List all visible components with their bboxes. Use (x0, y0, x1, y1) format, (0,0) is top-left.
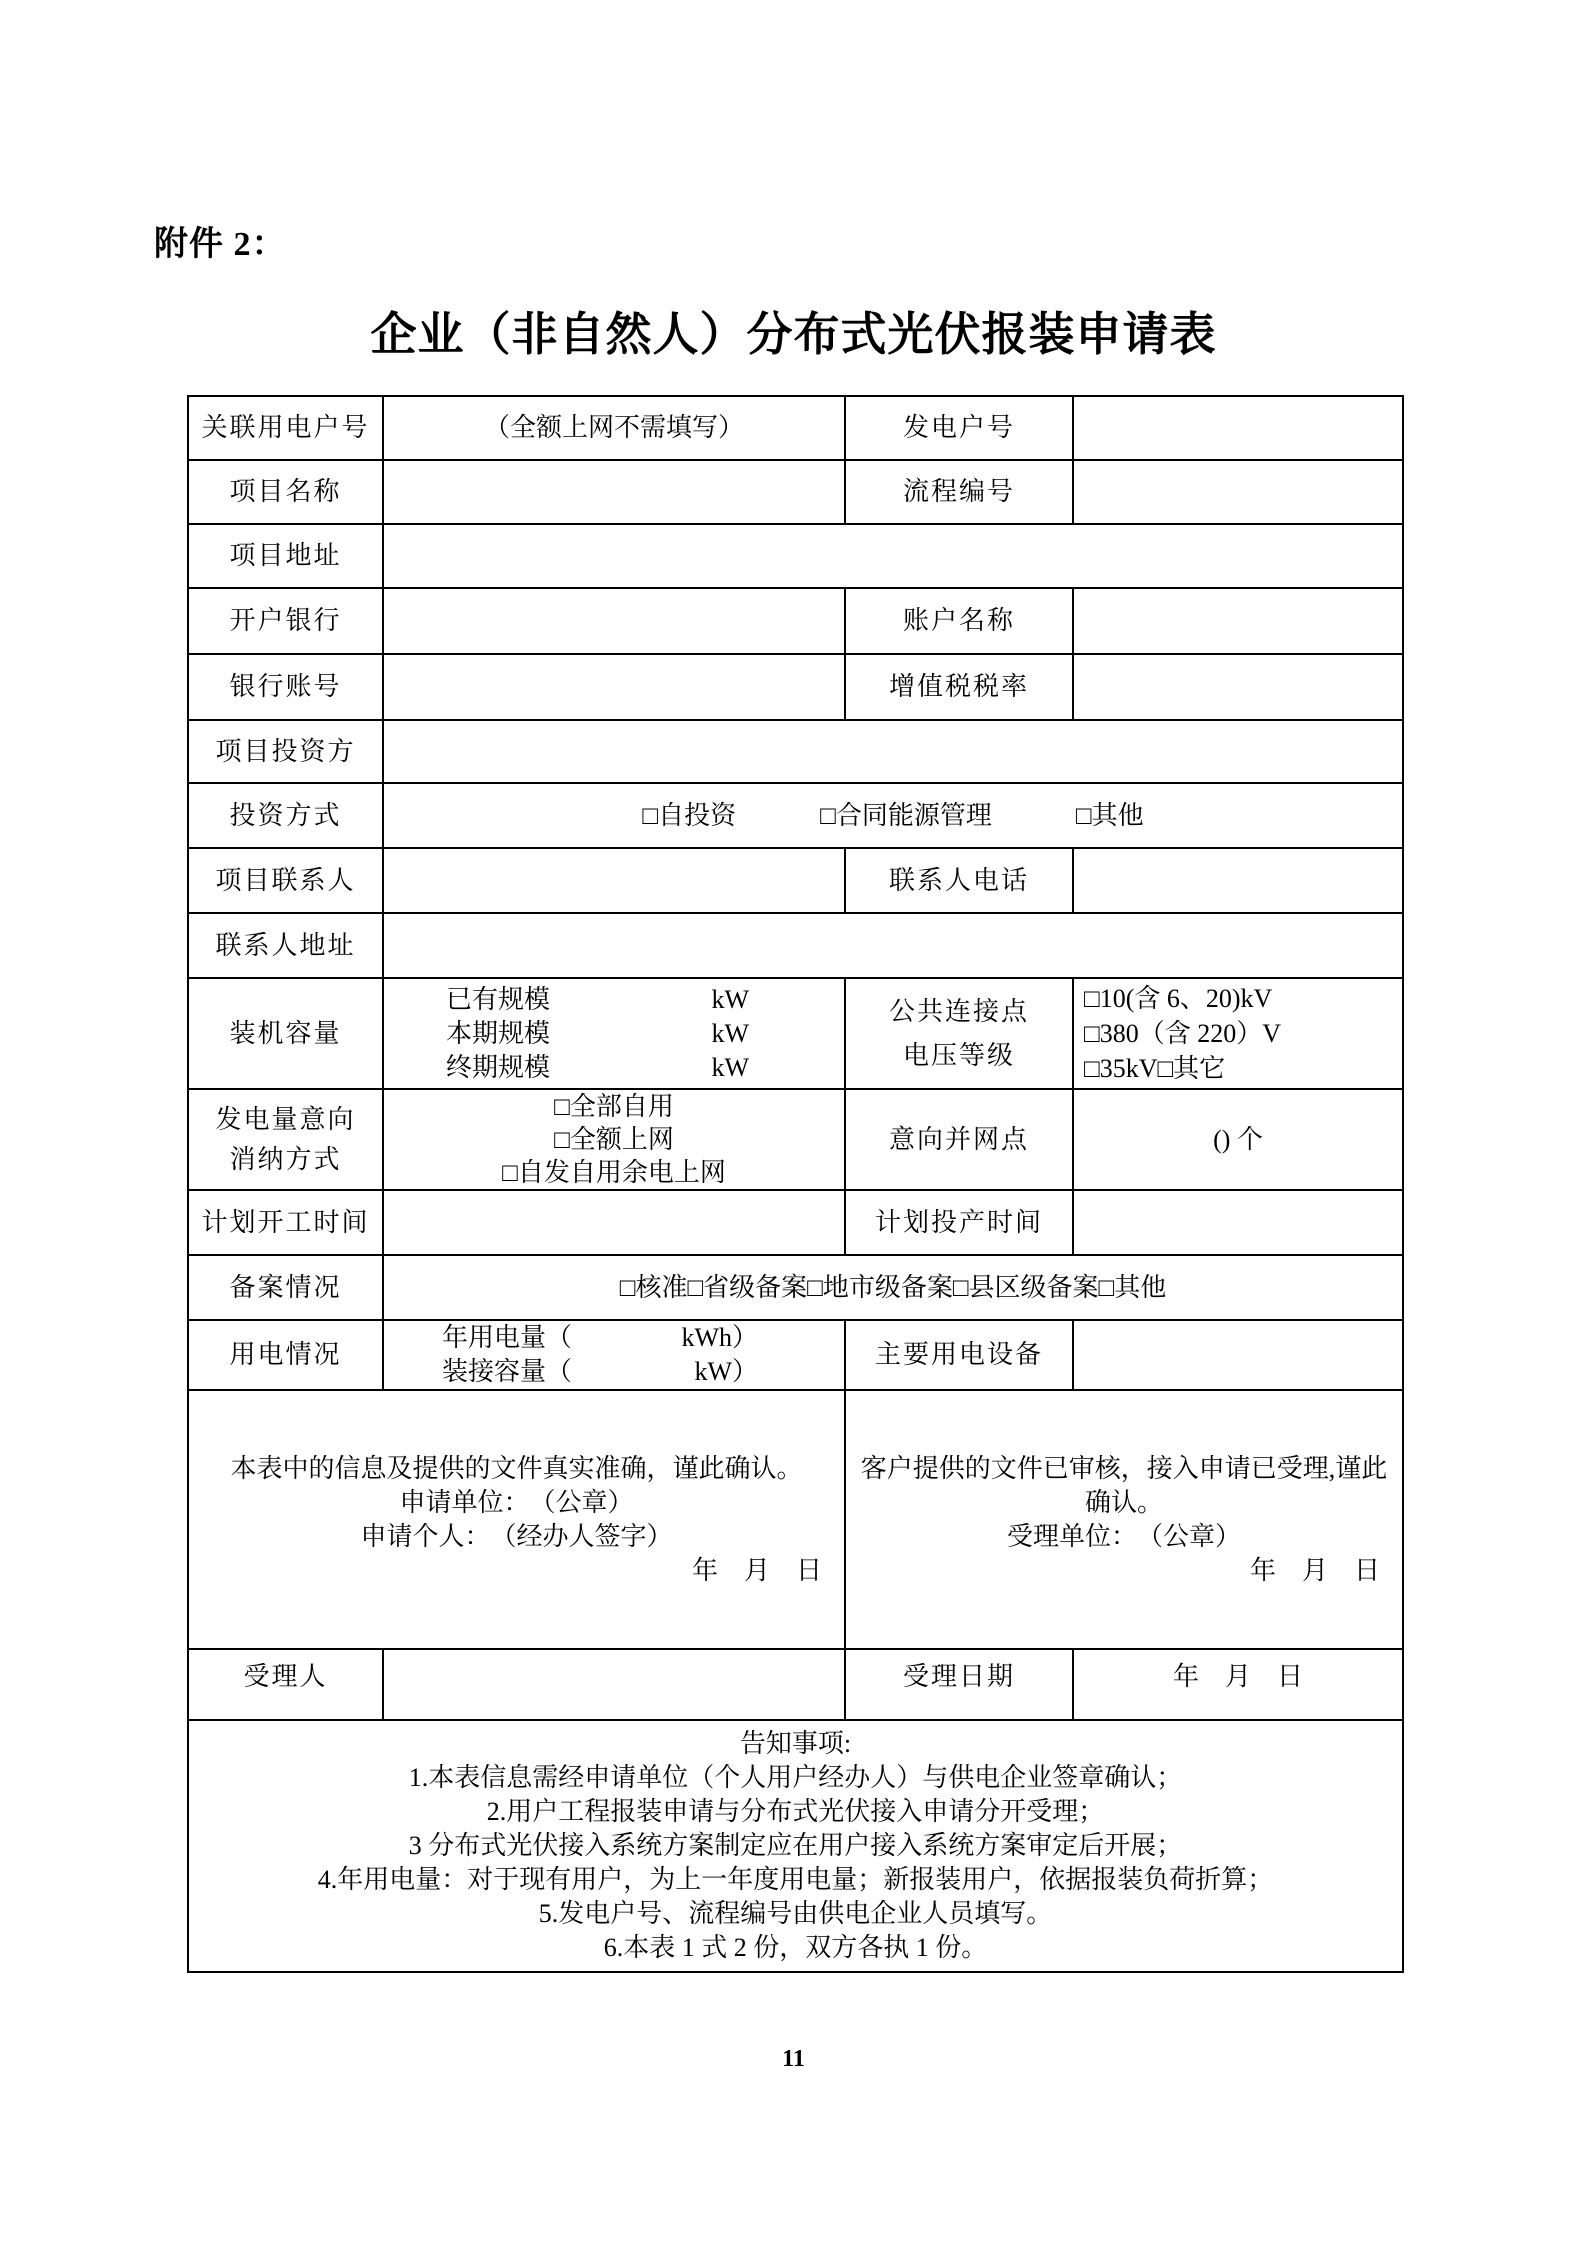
note-item-1: 1.本表信息需经申请单位（个人用户经办人）与供电企业签章确认； (408, 1763, 1183, 1792)
note-item-3: 3 分布式光伏接入系统方案制定应在用户接入系统方案审定后开展； (408, 1831, 1183, 1860)
start-time-label: 计划开工时间 (188, 1190, 383, 1255)
account-name-value-cell (1073, 588, 1403, 654)
invest-mode-label: 投资方式 (188, 783, 383, 848)
applicant-confirm-statement: 本表中的信息及提供的文件真实准确，谨此确认。 (230, 1453, 803, 1483)
row-project-name (188, 460, 1403, 524)
checkbox-option-self-use-surplus-grid: □自发自用余电上网 (502, 1158, 726, 1187)
row-project-address (188, 524, 1403, 588)
bank-label: 开户银行 (188, 588, 383, 654)
note-item-6: 6.本表 1 式 2 份，双方各执 1 份。 (603, 1933, 988, 1962)
usage-label: 用电情况 (188, 1320, 383, 1390)
row-investor (188, 720, 1403, 783)
utility-confirm-statement-line1: 客户提供的文件已审核，接入申请已受理,谨此 (860, 1453, 1388, 1483)
annual-usage-line (384, 1321, 844, 1355)
capacity-current-label: 本期规模 (446, 1018, 551, 1048)
row-bank (188, 588, 1403, 654)
annual-usage-label: 年用电量（ (442, 1323, 573, 1352)
row-capacity (188, 978, 1403, 1089)
contact-address-value-cell (383, 913, 1403, 978)
vat-rate-label: 增值税税率 (845, 654, 1073, 720)
attachment-label: 附件 2： (154, 226, 287, 263)
row-usage (188, 1320, 1403, 1390)
annual-usage-unit: kWh） (681, 1323, 758, 1352)
investor-label: 项目投资方 (188, 720, 383, 783)
capacity-existing-line (384, 983, 844, 1017)
consumption-label (188, 1089, 383, 1190)
acceptance-date-label: 受理日期 (845, 1649, 1073, 1720)
pcc-label-line2: 电压等级 (902, 1040, 1015, 1070)
row-contact (188, 848, 1403, 913)
production-time-label: 计划投产时间 (845, 1190, 1073, 1255)
row-linked-account (188, 396, 1403, 460)
checkbox-option-35kv-other: □35kV□其它 (1084, 1054, 1226, 1083)
contact-address-label: 联系人地址 (188, 913, 383, 978)
installed-capacity-line (384, 1355, 844, 1389)
applicant-date-line: 年 月 日 (691, 1555, 822, 1585)
vat-rate-value-cell (1073, 654, 1403, 720)
row-schedule (188, 1190, 1403, 1255)
checkbox-option-other-invest: □其他 (1075, 800, 1144, 830)
grid-point-value-cell: () 个 (1073, 1089, 1403, 1190)
invest-mode-options-cell (383, 783, 1403, 848)
capacity-final-unit: kW (711, 1052, 749, 1082)
acceptor-value-cell (383, 1649, 845, 1720)
checkbox-option-10kv: □10(含 6、20)kV (1084, 984, 1273, 1013)
equipment-value-cell (1073, 1320, 1403, 1390)
row-notes (188, 1720, 1403, 1972)
consumption-label-line2: 消纳方式 (229, 1144, 342, 1174)
capacity-final-label: 终期规模 (446, 1052, 551, 1082)
pcc-label-line1: 公共连接点 (888, 996, 1029, 1026)
row-acceptor (188, 1649, 1403, 1720)
utility-confirm-statement-line2: 确认。 (1084, 1487, 1163, 1517)
checkbox-option-self-invest: □自投资 (642, 800, 737, 830)
checkbox-option-full-grid: □全额上网 (554, 1125, 674, 1154)
generation-account-value-cell (1073, 396, 1403, 460)
project-name-value-cell (383, 460, 845, 524)
page-number: 11 (782, 2046, 805, 2072)
investor-value-cell (383, 720, 1403, 783)
usage-lines-cell (383, 1320, 845, 1390)
flow-number-label: 流程编号 (845, 460, 1073, 524)
bank-account-label: 银行账号 (188, 654, 383, 720)
checkbox-option-all-self-use: □全部自用 (554, 1092, 674, 1121)
note-item-5: 5.发电户号、流程编号由供电企业人员填写。 (538, 1899, 1053, 1928)
note-item-4: 4.年用电量：对于现有用户，为上一年度用电量；新报装用户，依据报装负荷折算； (317, 1865, 1274, 1894)
bank-account-value-cell (383, 654, 845, 720)
application-form-table (187, 395, 1404, 1973)
form-title: 企业（非自然人）分布式光伏报装申请表 (370, 309, 1217, 360)
capacity-existing-unit: kW (711, 984, 749, 1014)
generation-account-label: 发电户号 (845, 396, 1073, 460)
grid-point-label: 意向并网点 (845, 1089, 1073, 1190)
utility-unit-seal-line: 受理单位： （公章） (1006, 1521, 1241, 1551)
acceptance-date-value: 年 月 日 (1073, 1649, 1403, 1720)
contact-value-cell (383, 848, 845, 913)
notes-title: 告知事项: (739, 1729, 852, 1758)
filing-label: 备案情况 (188, 1255, 383, 1320)
checkbox-option-380v: □380（含 220）V (1084, 1019, 1281, 1048)
utility-date-line: 年 月 日 (1249, 1555, 1380, 1585)
linked-account-label: 关联用电户号 (188, 396, 383, 460)
consumption-options-cell (383, 1089, 845, 1190)
filing-options-cell: □核准□省级备案□地市级备案□县区级备案□其他 (383, 1255, 1403, 1320)
project-address-value-cell (383, 524, 1403, 588)
checkbox-option-energy-management: □合同能源管理 (820, 800, 992, 830)
row-consumption (188, 1089, 1403, 1190)
bank-value-cell (383, 588, 845, 654)
production-time-value-cell (1073, 1190, 1403, 1255)
applicant-confirmation-cell (188, 1390, 845, 1649)
capacity-existing-label: 已有规模 (446, 984, 551, 1014)
utility-confirmation-cell (845, 1390, 1403, 1649)
installed-capacity-unit: kW） (694, 1357, 758, 1386)
pcc-voltage-label (845, 978, 1073, 1089)
project-name-label: 项目名称 (188, 460, 383, 524)
capacity-current-line (384, 1017, 844, 1051)
linked-account-note: （全额上网不需填写） (383, 396, 845, 460)
voltage-options-cell (1073, 978, 1403, 1089)
row-filing (188, 1255, 1403, 1320)
installed-capacity-label: 装接容量（ (442, 1357, 573, 1386)
account-name-label: 账户名称 (845, 588, 1073, 654)
note-item-2: 2.用户工程报装申请与分布式光伏接入申请分开受理； (486, 1797, 1105, 1826)
contact-label: 项目联系人 (188, 848, 383, 913)
flow-number-value-cell (1073, 460, 1403, 524)
row-confirmation (188, 1390, 1403, 1649)
row-bank-account (188, 654, 1403, 720)
start-time-value-cell (383, 1190, 845, 1255)
equipment-label: 主要用电设备 (845, 1320, 1073, 1390)
consumption-label-line1: 发电量意向 (215, 1104, 356, 1134)
contact-phone-value-cell (1073, 848, 1403, 913)
contact-phone-label: 联系人电话 (845, 848, 1073, 913)
acceptor-label: 受理人 (188, 1649, 383, 1720)
row-contact-address (188, 913, 1403, 978)
project-address-label: 项目地址 (188, 524, 383, 588)
notes-cell (188, 1720, 1403, 1972)
applicant-unit-seal-line: 申请单位： （公章） (399, 1487, 634, 1517)
applicant-person-sign-line: 申请个人： （经办人签字） (360, 1521, 673, 1551)
capacity-scale-cell (383, 978, 845, 1089)
capacity-final-line (384, 1051, 844, 1085)
row-invest-mode (188, 783, 1403, 848)
capacity-current-unit: kW (711, 1018, 749, 1048)
capacity-label: 装机容量 (188, 978, 383, 1089)
